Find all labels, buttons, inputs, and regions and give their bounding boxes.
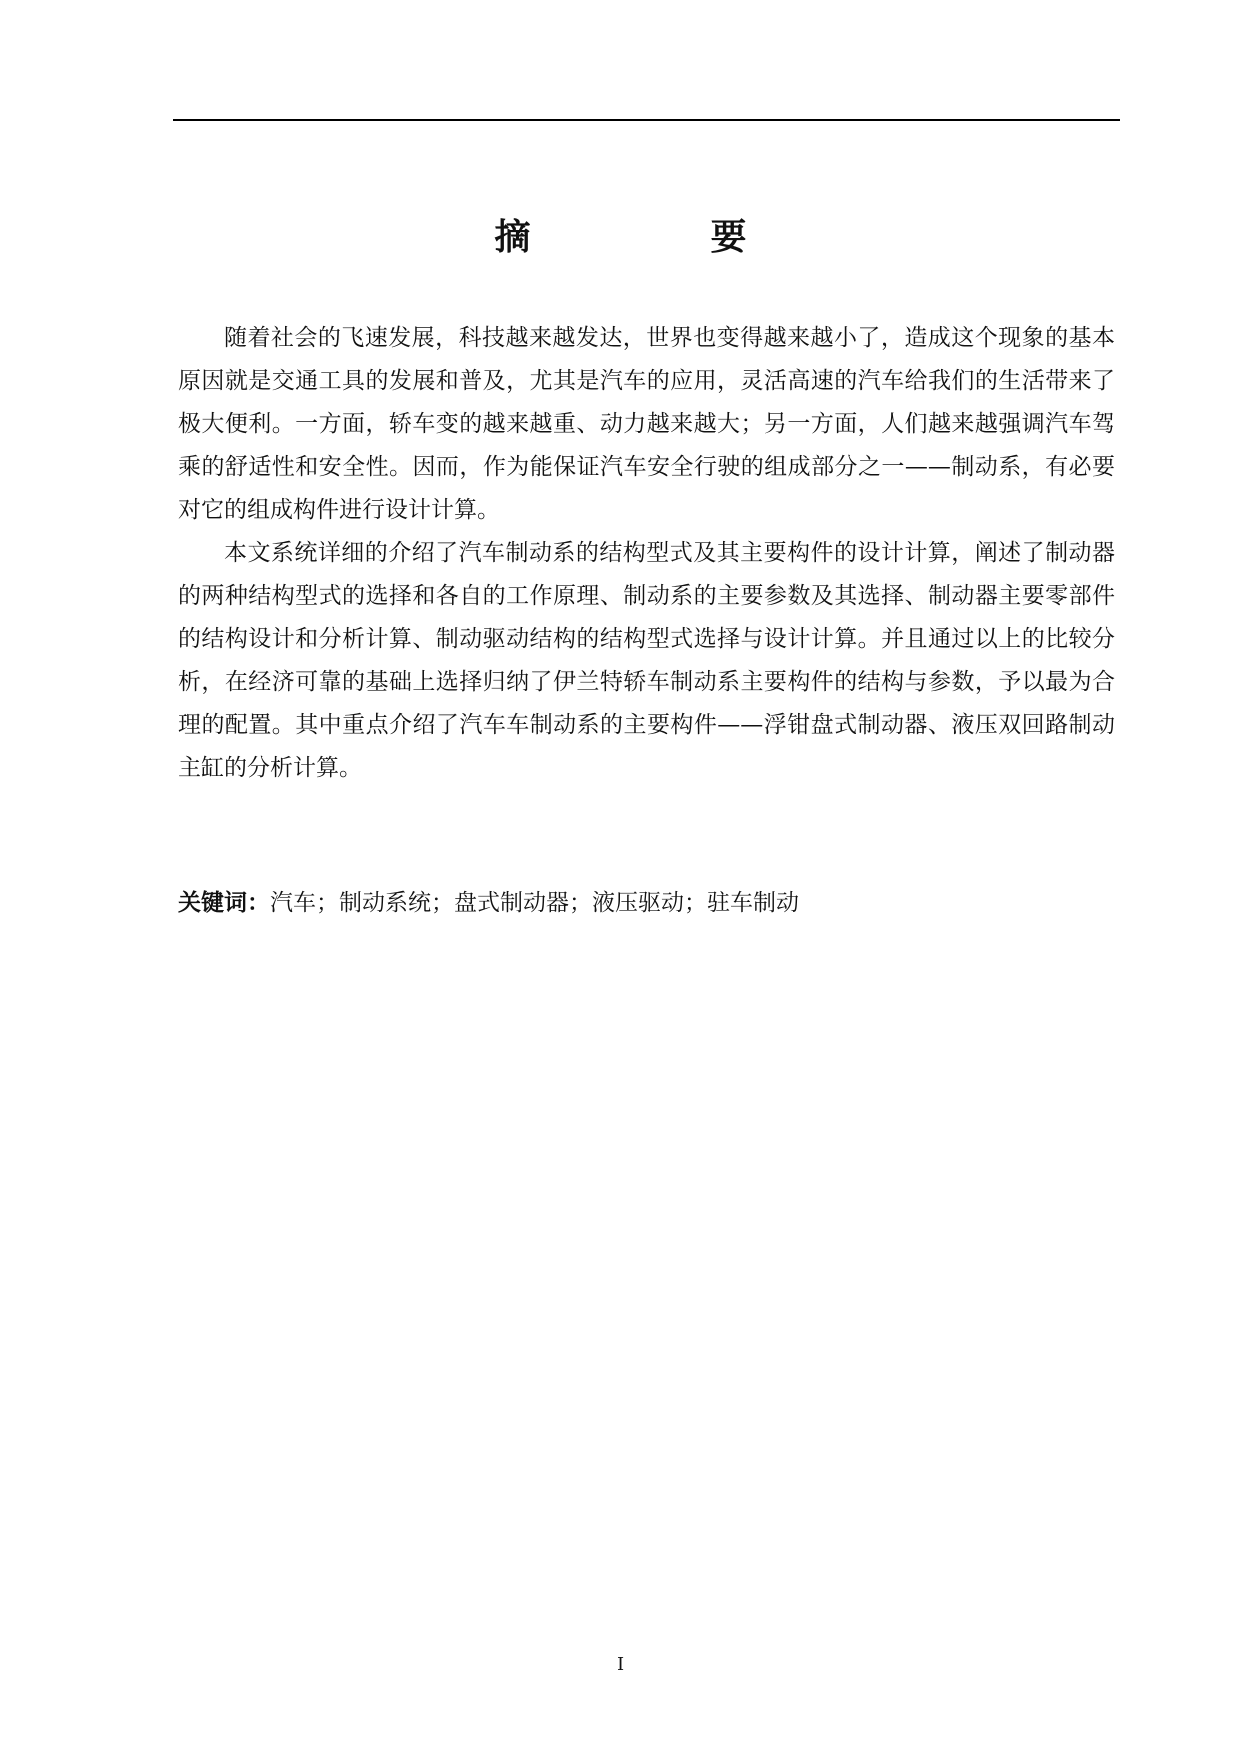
abstract-body [178,317,1115,790]
abstract-paragraph-2: 本文系统详细的介绍了汽车制动系的结构型式及其主要构件的设计计算，阐述了制动器的两种结构型式的选择和各自的工作原理、制动系的主要参数及其选择、制动器主要零部件的结构设计和分析计算、制动驱动结构的结构型式选择与设计计算。并且通过以上的比较分析，在经济可靠的基础上选择归纳了伊兰特轿车制动系主要构件的结构与参数，予以最为合理的配置。其中重点介绍了汽车车制动系的主要构件——浮钳盘式制动器、液压双回路制动主缸的分析计算。 [178,540,1115,781]
keywords-items: 汽车；制动系统；盘式制动器；液压驱动；驻车制动 [270,890,799,916]
keywords-line [178,882,1115,925]
page-title: 摘 要 [494,217,819,258]
keywords-label: 关键词： [178,890,270,916]
abstract-paragraph-1: 随着社会的飞速发展，科技越来越发达，世界也变得越来越小了，造成这个现象的基本原因就是交通工具的发展和普及，尤其是汽车的应用，灵活高速的汽车给我们的生活带来了极大便利。一方面，轿车变的越来越重、动力越来越大；另一方面，人们越来越强调汽车驾乘的舒适性和安全性。因而，作为能保证汽车安全行驶的组成部分之一——制动系，有必要对它的组成构件进行设计计算。 [178,325,1115,523]
header-rule [173,119,1120,121]
page-number: I [616,1654,625,1675]
